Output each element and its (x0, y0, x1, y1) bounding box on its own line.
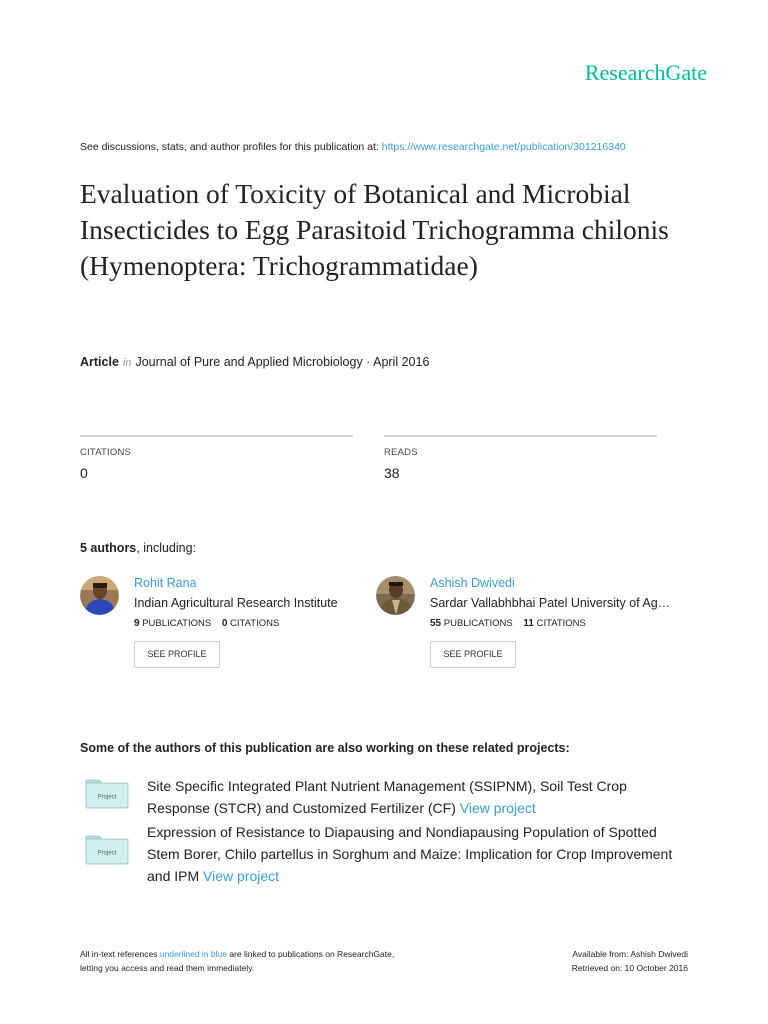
authors-heading (80, 541, 196, 555)
project-folder-icon[interactable] (85, 835, 129, 865)
author-name[interactable]: Ashish Dwivedi (430, 576, 515, 590)
footer-text: letting you access and read them immediately. (80, 963, 255, 973)
journal-info: Journal of Pure and Applied Microbiology · April 2016 (135, 355, 430, 369)
author-avatar[interactable] (80, 576, 119, 615)
publication-meta (80, 355, 429, 369)
publication-count: 55 (430, 618, 442, 629)
project-title: Site Specific Integrated Plant Nutrient Management (SSIPNM), Soil Test Crop Response (STCR) and Customized Fertilizer (CF) (147, 778, 627, 816)
footer-availability (572, 947, 688, 975)
publications-label: PUBLICATIONS (142, 618, 212, 629)
footer-underline-note: underlined in blue (159, 949, 227, 959)
author-institution: Indian Agricultural Research Institute (134, 596, 338, 610)
footer-text: All in-text references (80, 949, 160, 959)
citations-label: CITATIONS (80, 447, 132, 458)
project-description (147, 821, 692, 887)
authors-count: 5 authors (80, 541, 137, 555)
citation-count: 0 (221, 618, 228, 629)
citations-label: CITATIONS (230, 618, 280, 629)
project-title: Expression of Resistance to Diapausing and Nondiapausing Population of Spotted Stem Borer, Chilo partellus in Sorghum and Maize: Implication for Crop Improvement and IPM (147, 824, 673, 884)
publications-label: PUBLICATIONS (443, 618, 513, 629)
in-label: in (122, 357, 132, 369)
discussion-text: See discussions, stats, and author profiles for this publication at: (80, 141, 382, 153)
retrieved-on: Retrieved on: 10 October 2016 (571, 963, 688, 973)
project-folder-icon[interactable] (85, 779, 129, 809)
project-icon-label: Project (97, 794, 117, 801)
citations-value: 0 (80, 465, 88, 481)
view-project-link[interactable]: View project (203, 868, 280, 884)
discussion-line (80, 141, 626, 153)
citations-stat (80, 435, 353, 481)
reads-value: 38 (384, 465, 400, 481)
reads-stat (384, 435, 657, 481)
author-institution: Sardar Vallabhbhai Patel University of Ag… (430, 596, 671, 610)
author-stats (134, 618, 384, 629)
researchgate-logo[interactable]: ResearchGate (584, 60, 707, 85)
available-from: Available from: Ashish Dwivedi (572, 949, 688, 959)
see-profile-button[interactable]: SEE PROFILE (134, 641, 220, 668)
authors-suffix: , including: (136, 541, 197, 555)
publication-count: 9 (134, 618, 140, 629)
footer-note (80, 947, 394, 975)
publication-link[interactable]: https://www.researchgate.net/publication/301216340 (381, 141, 626, 153)
footer-text: are linked to publications on ResearchGate, (226, 949, 395, 959)
citation-count: 11 (523, 618, 534, 629)
author-name[interactable]: Rohit Rana (134, 576, 197, 590)
citations-label: CITATIONS (536, 618, 586, 629)
article-type: Article (80, 355, 119, 369)
paper-title: Evaluation of Toxicity of Botanical and Microbial Insecticides to Egg Parasitoid Trichogramma chilonis (Hymenoptera: Trichogrammatidae) (80, 178, 669, 281)
see-profile-button[interactable]: SEE PROFILE (430, 641, 516, 668)
projects-heading: Some of the authors of this publication are also working on these related projects: (80, 741, 570, 755)
author-avatar[interactable] (376, 576, 415, 615)
project-description (147, 775, 692, 819)
author-stats (430, 618, 680, 629)
view-project-link[interactable]: View project (459, 800, 536, 816)
reads-label: READS (384, 447, 418, 458)
project-icon-label: Project (97, 850, 117, 857)
